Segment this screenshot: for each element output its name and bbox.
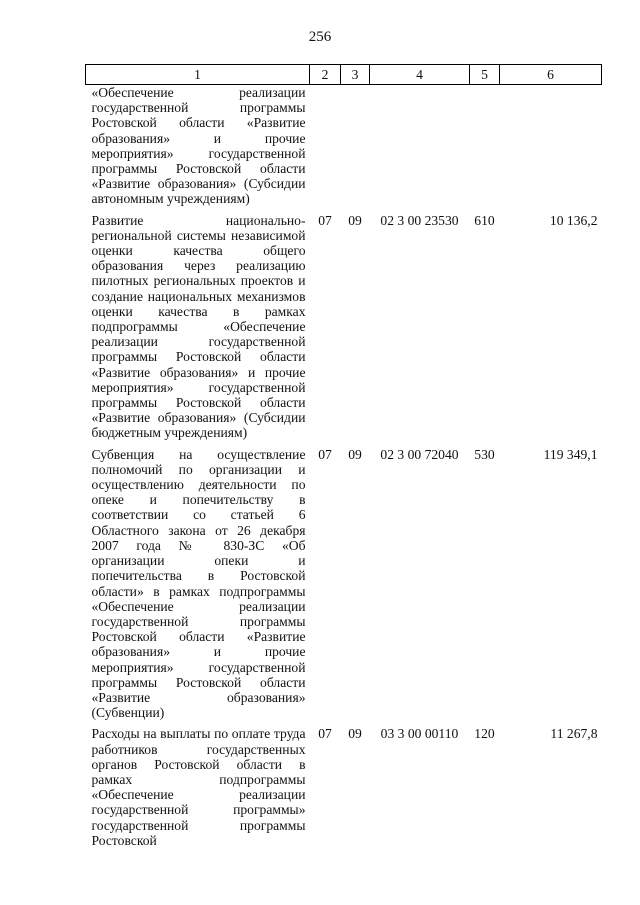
column-header-2: 2 — [310, 65, 341, 85]
column-header-3: 3 — [341, 65, 370, 85]
table-row — [86, 213, 602, 441]
row-amount: 119 349,1 — [543, 446, 598, 462]
row-section: 07 — [318, 726, 332, 742]
row-description: Развитие национально-региональной системы независимой оценки качества общего образования через реализацию пилотных региональных проектов и создание национальных механизмов оценки качества в рамках подпрограммы «Обеспечение реализации государственной программы Ростовской области «Развитие образования» и прочие мероприятия» государственной программы Ростовской области «Развитие образования» (Субсидии бюджетным учреждениям) — [91, 212, 306, 441]
table-row — [86, 447, 602, 721]
row-target-code — [370, 85, 470, 207]
column-header-1: 1 — [86, 65, 310, 85]
row-target-code: 03 3 00 00110 — [380, 726, 459, 742]
row-section: 07 — [318, 446, 332, 462]
row-section: 07 — [318, 212, 332, 228]
row-subsection: 09 — [348, 212, 362, 228]
row-subsection: 09 — [348, 726, 362, 742]
table-header-row — [86, 65, 602, 85]
row-description: Субвенция на осуществление полномочий по организации и осуществлению деятельности по опеке и попечительству в соответствии со статьей 6 Областного закона от 26 декабря 2007 года № 830-ЗС «Об организации опеки и попечительства в Ростовской области» в рамках подпрограммы «Обеспечение реализации государственной программы Ростовской области «Развитие образования» и прочие мероприятия» государственной программы Ростовской области «Развитие образования» (Субвенции) — [91, 446, 306, 721]
row-expense-type — [470, 85, 500, 207]
row-amount: 10 136,2 — [549, 212, 598, 228]
row-description: «Обеспечение реализации государственной программы Ростовской области «Развитие образования» и прочие мероприятия» государственной программы Ростовской области «Развитие образования» (Субсидии автономным учреждениям) — [91, 85, 306, 207]
row-subsection: 09 — [348, 446, 362, 462]
budget-table — [85, 64, 602, 848]
row-section — [310, 85, 341, 207]
row-expense-type: 610 — [474, 212, 495, 228]
column-header-6: 6 — [500, 65, 602, 85]
row-subsection — [341, 85, 370, 207]
column-header-5: 5 — [470, 65, 500, 85]
page-number: 256 — [308, 29, 332, 45]
table-row — [86, 85, 602, 207]
row-amount — [500, 85, 602, 207]
row-target-code: 02 3 00 23530 — [380, 212, 459, 228]
table-row — [86, 726, 602, 848]
row-description: Расходы на выплаты по оплате труда работников государственных органов Ростовской области в рамках подпрограммы «Обеспечение реализации государственной программы» государственной программы Ростовской — [91, 726, 306, 848]
row-amount: 11 267,8 — [550, 726, 598, 742]
row-expense-type: 120 — [474, 726, 495, 742]
column-header-4: 4 — [370, 65, 470, 85]
row-expense-type: 530 — [474, 446, 495, 462]
row-target-code: 02 3 00 72040 — [380, 446, 459, 462]
